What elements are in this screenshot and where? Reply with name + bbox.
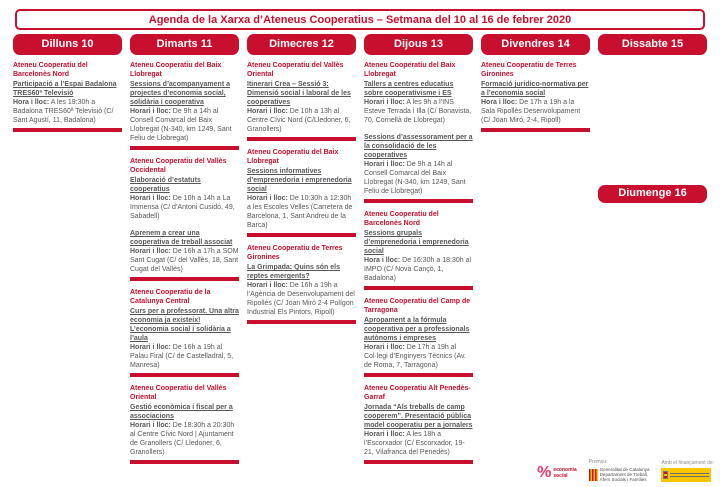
event-item	[364, 133, 473, 196]
event-item	[130, 403, 239, 457]
event-org: Ateneu Cooperatiu del Baix Llobregat	[364, 62, 456, 78]
event-group	[247, 244, 356, 324]
day-header-divendres: Divendres 14	[481, 34, 590, 55]
event-item	[364, 403, 473, 457]
event-schedule-label: Hora i lloc:	[13, 99, 50, 106]
event-title: Curs per a professorat. Una altra economia ja existeix! L’economia social i solidària a l’aula	[130, 308, 239, 342]
event-group	[364, 210, 473, 290]
generalitat-line: Afers Socials i Famílies	[599, 477, 647, 482]
event-item	[364, 229, 473, 283]
event-schedule-label: Hora i lloc:	[481, 99, 518, 106]
event-org: Ateneu Cooperatiu del Camp de Tarragona	[364, 298, 471, 314]
event-title: La Grimpada: Quins són els reptes emergents?	[247, 264, 340, 280]
group-divider	[130, 277, 239, 281]
day-column-dimecres	[247, 61, 356, 471]
event-org: Ateneu Cooperatiu de Terres Gironines	[247, 245, 343, 261]
event-org: Ateneu Cooperatiu del Barcelonès Nord	[364, 211, 439, 227]
event-item	[130, 80, 239, 143]
group-divider	[130, 460, 239, 464]
promou-block	[589, 459, 650, 482]
day-column-dimarts	[130, 61, 239, 471]
event-title: Participació a l’Espai Badalona TRES60ª Televisió	[13, 81, 117, 97]
event-item	[481, 80, 590, 125]
event-title: Jornada “Als treballs de camp cooperem”. Presentació pública model cooperatiu per a jornalers	[364, 404, 473, 429]
day-header-dissabte: Dissabte 15	[598, 34, 707, 55]
event-schedule-label: Horari i lloc:	[130, 108, 171, 115]
footer	[537, 459, 714, 482]
event-group	[247, 148, 356, 237]
page-title: Agenda de la Xarxa d’Ateneus Cooperatius – Setmana del 10 al 16 de febrer 2020	[15, 9, 705, 30]
event-schedule: Horari i lloc: De 16h a 17h a SOM Sant Cugat (C/ del Vallès, 18, Sant Cugat del Vallès)	[130, 248, 239, 273]
event-item	[364, 80, 473, 125]
event-group	[130, 288, 239, 377]
event-group	[247, 61, 356, 141]
event-schedule-label: Hora i lloc:	[364, 257, 401, 264]
group-divider	[364, 460, 473, 464]
event-group	[364, 297, 473, 377]
event-item	[130, 229, 239, 274]
event-item	[130, 176, 239, 221]
event-schedule: Horari i lloc: De 10h a 13h al Centre Cívic Nord (C/Lledoner, 6, Granollers)	[247, 108, 351, 133]
financament-block	[661, 460, 714, 482]
senyera-icon	[589, 469, 598, 481]
event-org: Ateneu Cooperatiu del Baix Llobregat	[247, 149, 339, 165]
agenda-grid	[13, 61, 707, 471]
group-divider	[130, 373, 239, 377]
event-schedule-label: Horari i lloc:	[364, 431, 405, 438]
day-header-row	[13, 34, 707, 55]
group-divider	[247, 320, 356, 324]
group-divider	[364, 373, 473, 377]
event-group	[130, 157, 239, 281]
event-item	[364, 316, 473, 370]
event-org: Ateneu Cooperatiu Alt Penedès-Garraf	[364, 385, 471, 401]
event-schedule-label: Horari i lloc:	[130, 422, 171, 429]
event-title: Apropament a la fórmula cooperativa per a professionals autònoms i empreses	[364, 317, 470, 342]
group-divider	[247, 233, 356, 237]
economia-social-logo	[537, 466, 577, 482]
event-title: Tallers a centres educatius sobre cooperativisme i ES	[364, 81, 454, 97]
event-title: Gestió econòmica i fiscal per a associacions	[130, 404, 233, 420]
event-title: Formació jurídico-normativa per a l’economia social	[481, 81, 589, 97]
event-title: Sessions d’assessorament per a la consolidació de les cooperatives	[364, 134, 473, 159]
day-header-dimecres: Dimecres 12	[247, 34, 356, 55]
gobierno-espana-logo	[661, 468, 711, 482]
event-title: Sessions d’acompanyament a projectes d’economia social, solidària i cooperativa	[130, 81, 230, 106]
event-item	[247, 80, 356, 134]
event-schedule-label: Horari i lloc:	[247, 282, 288, 289]
economia-line: economia	[553, 467, 577, 473]
event-org: Ateneu Cooperatiu del Vallès Oriental	[130, 385, 227, 401]
social-line: social	[553, 473, 568, 479]
promou-label: Promou:	[588, 459, 608, 465]
event-schedule-label: Horari i lloc:	[130, 248, 171, 255]
event-schedule-label: Horari i lloc:	[364, 344, 405, 351]
generalitat-logo	[589, 467, 650, 482]
event-item	[13, 80, 122, 125]
generalitat-text	[600, 467, 650, 482]
day-header-dijous: Dijous 13	[364, 34, 473, 55]
ministry-text-lines	[670, 473, 709, 477]
event-schedule-label: Horari i lloc:	[364, 99, 405, 106]
event-group	[364, 61, 473, 203]
event-org: Ateneu Cooperatiu del Vallès Oriental	[247, 62, 344, 78]
day-column-dijous	[364, 61, 473, 471]
financament-label: Amb el finançament de:	[661, 460, 714, 466]
event-group	[364, 384, 473, 464]
event-title: Aprenem a crear una cooperativa de treball associat	[130, 230, 233, 246]
event-schedule: Horari i lloc: De 9h a 14h al Consell Comarcal del Baix Llobregat (N-340, km 1249, Sant Feliu de Llobregat)	[364, 161, 466, 195]
event-title: Sessions informatives d’emprenedoria i emprenedoria social	[247, 168, 352, 193]
group-divider	[364, 199, 473, 203]
day-header-dimarts: Dimarts 11	[130, 34, 239, 55]
event-item	[130, 307, 239, 370]
generalitat-line: Generalitat de Catalunya	[599, 467, 650, 472]
event-schedule-label: Horari i lloc:	[364, 161, 405, 168]
event-schedule: Horari i lloc: De 9h a 14h al Consell Comarcal del Baix Llobregat (N-340, km 1249, Sant Feliu de Llobregat)	[130, 108, 232, 142]
event-schedule: Hora i lloc: De 16:30h a 18:30h al IMPO (C/ Nova Cançó, 1, Badalona)	[364, 257, 472, 282]
event-title: Elaboració d’estatuts cooperatius	[130, 177, 201, 193]
event-group	[481, 61, 590, 132]
event-schedule: Horari i lloc: De 17h a 19h al Col·legi d’Enginyers Tècnics (Av. de Roma, 7, Tarragona)	[364, 344, 466, 369]
percent-icon: %	[537, 464, 552, 481]
event-org: Ateneu Cooperatiu del Baix Llobregat	[130, 62, 222, 78]
event-schedule: Horari i lloc: De 10h a 14h a La Immensa (C/ d’Antoni Cusidó, 49, Sabadell)	[130, 195, 235, 220]
generalitat-line: Departament de Treball,	[599, 472, 648, 477]
event-schedule-label: Horari i lloc:	[247, 108, 288, 115]
event-schedule: Hora i lloc: De 17h a 19h a la Sala Ripollès Desenvolupament (C/ Joan Miró, 2-4, Ripoll)	[481, 99, 581, 124]
day-header-dilluns: Dilluns 10	[13, 34, 122, 55]
event-schedule: Horari i lloc: A les 18h a l’Escorxador (C/ Escorxador, 19-21, Vilafranca del Penedès)	[364, 431, 465, 456]
event-group	[13, 61, 122, 132]
group-divider	[247, 137, 356, 141]
event-item	[247, 263, 356, 317]
event-title: Itinerari Crea – Sessió 3: Dimensió social i laboral de les cooperatives	[247, 81, 351, 106]
day-column-dilluns	[13, 61, 122, 471]
event-schedule: Horari i lloc: De 10:30h a 12:30h a les Escoles Velles (Carretera de Barcelona, 1, Sant Andreu de la Barca)	[247, 195, 353, 229]
event-item	[247, 167, 356, 230]
event-schedule: Horari i lloc: De 18:30h a 20:30h al Centre Cívic Nord | Ajuntament de Granollers (C/ Lledoner, 6, Granollers)	[130, 422, 235, 456]
event-schedule: Horari i lloc: A les 9h a l’INS Esteve Terrada i Illa (C/ Bonavista, 70, Cornellà de Llobregat)	[364, 99, 472, 124]
event-group	[130, 61, 239, 150]
event-schedule: Horari i lloc: De 16h a 19h a l’Agència de Desenvolupament del Ripollès (C/ Joan Miró 2-4 Polígon Industrial Els Pintors, Ripoll)	[247, 282, 355, 316]
event-schedule-label: Horari i lloc:	[130, 195, 171, 202]
event-title: Sessions grupals d’emprenedoria i emprenedoria social	[364, 230, 469, 255]
spain-shield-icon	[663, 471, 668, 479]
event-schedule-label: Horari i lloc:	[247, 195, 288, 202]
group-divider	[481, 128, 590, 132]
day-column-divendres	[481, 61, 590, 471]
event-org: Ateneu Cooperatiu del Vallès Occidental	[130, 158, 227, 174]
day-column-dissabte	[598, 61, 707, 471]
group-divider	[364, 286, 473, 290]
event-org: Ateneu Cooperatiu de la Catalunya Central	[130, 289, 211, 305]
event-schedule: Horari i lloc: De 16h a 19h al Palau Firal (C/ de Castelladral, 5, Manresa)	[130, 344, 234, 369]
group-divider	[13, 128, 122, 132]
event-org: Ateneu Cooperatiu de Terres Gironines	[481, 62, 577, 78]
group-divider	[130, 146, 239, 150]
economia-social-label	[553, 467, 576, 479]
event-schedule: Hora i lloc: A les 19:30h a Badalona TRES60ª Televisió (C/ Sant Agustí, 11, Badalona)	[13, 99, 114, 124]
day-header-diumenge: Diumenge 16	[598, 185, 707, 203]
event-group	[130, 384, 239, 464]
event-org: Ateneu Cooperatiu del Barcelonès Nord	[13, 62, 88, 78]
event-schedule-label: Horari i lloc:	[130, 344, 171, 351]
